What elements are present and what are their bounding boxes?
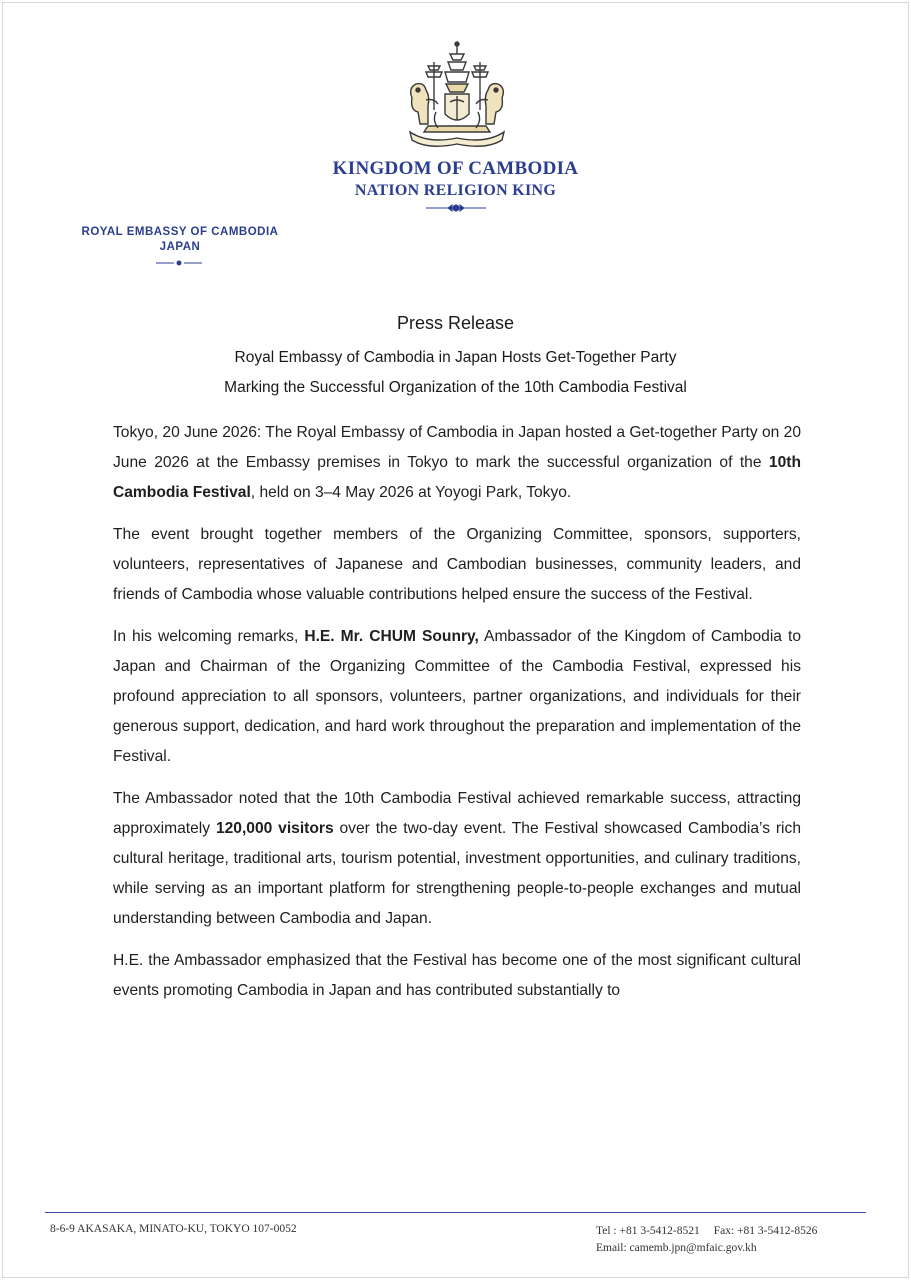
- embassy-ornament-divider: [154, 259, 204, 267]
- footer-phone-fax: [596, 1223, 831, 1240]
- paragraph-4-text-c: over the two-day event. The Festival showcased Cambodia’s rich cultural heritage, traditional arts, tourism potential, investment opportunities, and culinary traditions, while serving as an important platform for strengthening people-to-people exchanges and mutual understanding between Cambodia and Japan.: [113, 820, 801, 927]
- paragraph-3-text-a: In his welcoming remarks,: [113, 628, 305, 645]
- paragraph-1: [113, 418, 801, 508]
- festival-name: 10th Cambodia Festival: [113, 454, 801, 501]
- footer-contact: [596, 1223, 831, 1257]
- footer-address: 8-6-9 AKASAKA, MINATO-KU, TOKYO 107-0052: [50, 1223, 297, 1235]
- document-subtitle-line2: Marking the Successful Organization of the 10th Cambodia Festival: [224, 379, 687, 396]
- paragraph-5: H.E. the Ambassador emphasized that the Festival has become one of the most significant cultural events promoting Cambodia in Japan and has contributed substantially to: [113, 952, 801, 999]
- paragraph-1-text-a: Tokyo, 20 June 2026: The Royal Embassy of Cambodia in Japan hosted a Get-together Party on 20 June 2026 at the Embassy premises in Tokyo to mark the successful organization of the: [113, 424, 801, 471]
- footer-fax: Fax: +81 3-5412-8526: [713, 1225, 818, 1237]
- paragraph-2: The event brought together members of the Organizing Committee, sponsors, supporters, volunteers, representatives of Japanese and Cambodian businesses, community leaders, and friends of Cambodia whose valuable contributions helped ensure the success of the Festival.: [113, 526, 801, 603]
- ornament-divider: [424, 203, 488, 213]
- paragraph-3-text-c: Ambassador of the Kingdom of Cambodia to Japan and Chairman of the Organizing Committee of the Cambodia Festival, expressed his profound appreciation to all sponsors, volunteers, partner organizations, and individuals for their generous support, dedication, and hard work throughout the preparation and implementation of the Festival.: [113, 628, 801, 765]
- ambassador-name: H.E. Mr. CHUM Sounry,: [304, 628, 479, 645]
- national-motto: NATION RELIGION KING: [354, 182, 557, 199]
- visitor-count: 120,000 visitors: [215, 820, 334, 837]
- royal-coat-of-arms-icon: [398, 40, 516, 152]
- country-name: KINGDOM OF CAMBODIA: [332, 158, 579, 179]
- embassy-country: JAPAN: [159, 241, 201, 253]
- embassy-name: ROYAL EMBASSY OF CAMBODIA: [81, 226, 279, 238]
- paragraph-3: [113, 622, 801, 772]
- footer-email: Email: camemb.jpn@mfaic.gov.kh: [596, 1242, 757, 1254]
- paragraph-4: [113, 784, 801, 934]
- document-title: Press Release: [396, 313, 515, 333]
- press-release-body: [113, 418, 801, 1018]
- paragraph-4-text-a: The Ambassador noted that the 10th Cambodia Festival achieved remarkable success, attracting approximately: [113, 790, 801, 837]
- footer-divider: [45, 1212, 866, 1213]
- footer-tel: Tel : +81 3-5412-8521: [596, 1225, 700, 1237]
- paragraph-1-text-c: , held on 3–4 May 2026 at Yoyogi Park, Tokyo.: [250, 484, 572, 501]
- document-subtitle-line1: Royal Embassy of Cambodia in Japan Hosts Get-Together Party: [234, 349, 677, 366]
